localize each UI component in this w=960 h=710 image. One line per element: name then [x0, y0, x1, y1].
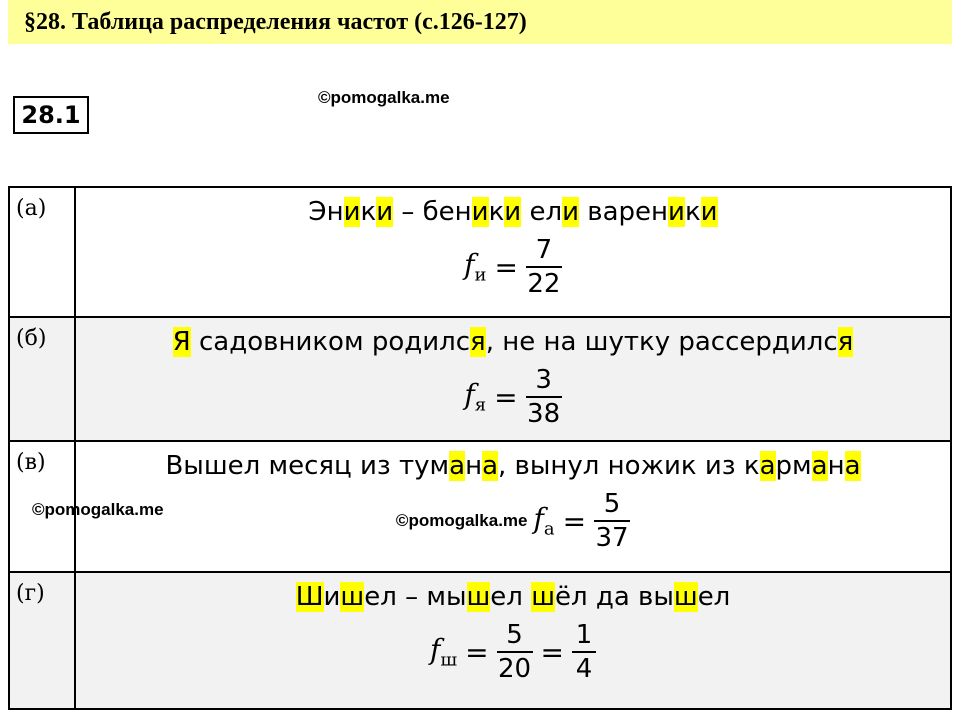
- phrase-text: н: [827, 451, 845, 481]
- phrase-text: , вынул ножик из к: [498, 451, 760, 481]
- highlighted-letter: а: [759, 451, 776, 481]
- phrase-text: ел: [697, 582, 731, 612]
- phrase-text: к: [488, 197, 505, 227]
- highlighted-letter: и: [343, 197, 361, 227]
- phrase-text: садовником родилс: [190, 327, 471, 357]
- highlighted-letter: ш: [340, 582, 365, 612]
- watermark: ©pomogalka.me: [32, 500, 164, 519]
- highlighted-letter: ш: [673, 582, 698, 612]
- watermark: ©pomogalka.me: [318, 88, 450, 107]
- phrase-text: ёл да вы: [554, 582, 674, 612]
- fraction: [526, 364, 562, 430]
- numerator: 5: [603, 489, 621, 519]
- row-content: [75, 187, 951, 317]
- phrase: [76, 326, 950, 358]
- numerator: 5: [506, 620, 523, 650]
- watermark: ©pomogalka.me: [395, 511, 528, 530]
- highlighted-letter: и: [562, 197, 579, 227]
- row-label: (г): [9, 572, 75, 709]
- denominator: 4: [575, 654, 593, 684]
- phrase-text: ел: [490, 582, 532, 612]
- table-row: [9, 187, 951, 317]
- row-label: (а): [9, 187, 75, 317]
- highlighted-letter: Ш: [295, 582, 324, 612]
- fraction: [594, 488, 630, 554]
- frequency-formula: $f_я$ = $\frac{3}{38}$: [464, 365, 561, 429]
- highlighted-letter: а: [482, 451, 499, 481]
- section-title-bar: [8, 0, 952, 44]
- highlighted-letter: а: [449, 451, 466, 481]
- phrase-text: варен: [579, 197, 669, 227]
- frequency-symbol: $f_а$: [533, 502, 555, 540]
- fraction: [497, 619, 533, 685]
- frequency-formula: ©pomogalka.me $f_а$ = $\frac{5}{37}$: [395, 489, 629, 553]
- highlighted-letter: я: [470, 327, 486, 357]
- row-content: [75, 572, 951, 709]
- denominator: 22: [527, 269, 561, 299]
- numerator: 3: [535, 365, 552, 395]
- highlighted-letter: Я: [172, 327, 191, 357]
- denominator: 37: [595, 523, 629, 553]
- phrase-text: Эн: [308, 197, 344, 227]
- phrase-text: к: [360, 197, 377, 227]
- row-label: (в): [9, 441, 75, 572]
- highlighted-letter: и: [471, 197, 489, 227]
- numerator: 1: [575, 620, 593, 650]
- highlighted-letter: и: [700, 197, 718, 227]
- phrase: [76, 450, 950, 482]
- frequency-symbol: $f_ш$: [429, 633, 458, 671]
- highlighted-letter: ш: [466, 582, 491, 612]
- phrase-text: , не на шутку рассердилс: [485, 327, 838, 357]
- denominator: 38: [527, 399, 561, 429]
- phrase: [76, 581, 950, 613]
- phrase-text: – бен: [393, 197, 472, 227]
- phrase-text: ел – мы: [364, 582, 467, 612]
- table-row: [9, 572, 951, 709]
- row-content: [75, 441, 951, 572]
- denominator: 20: [498, 654, 532, 684]
- phrase-text: и: [323, 582, 341, 612]
- fraction: [572, 619, 596, 685]
- highlighted-letter: а: [811, 451, 828, 481]
- row-content: [75, 317, 951, 441]
- phrase-text: Вышел месяц из тум: [165, 451, 450, 481]
- highlighted-letter: и: [668, 197, 685, 227]
- highlighted-letter: ш: [531, 582, 555, 612]
- frequency-formula: $f_ш$ = $\frac{5}{20}$ = $\frac{1}{4}$: [430, 619, 596, 685]
- highlighted-letter: и: [504, 197, 522, 227]
- phrase-text: ел: [521, 197, 563, 227]
- numerator: 7: [535, 235, 553, 265]
- exercise-number: 28.1: [13, 96, 89, 134]
- highlighted-letter: а: [844, 451, 861, 481]
- highlighted-letter: и: [376, 197, 394, 227]
- section-title: §28. Таблица распределения частот (с.126-127): [24, 8, 527, 35]
- frequency-table: [8, 186, 952, 710]
- table-row: [9, 317, 951, 441]
- fraction: [526, 234, 562, 300]
- phrase-text: к: [684, 197, 701, 227]
- frequency-symbol: $f_и$: [464, 248, 487, 286]
- phrase-text: рм: [775, 451, 812, 481]
- row-label: (б): [9, 317, 75, 441]
- highlighted-letter: я: [837, 327, 854, 357]
- phrase-text: н: [465, 451, 483, 481]
- phrase: [76, 196, 950, 228]
- frequency-formula: $f_и$ = $\frac{7}{22}$: [464, 235, 561, 299]
- frequency-symbol: $f_я$: [464, 378, 487, 416]
